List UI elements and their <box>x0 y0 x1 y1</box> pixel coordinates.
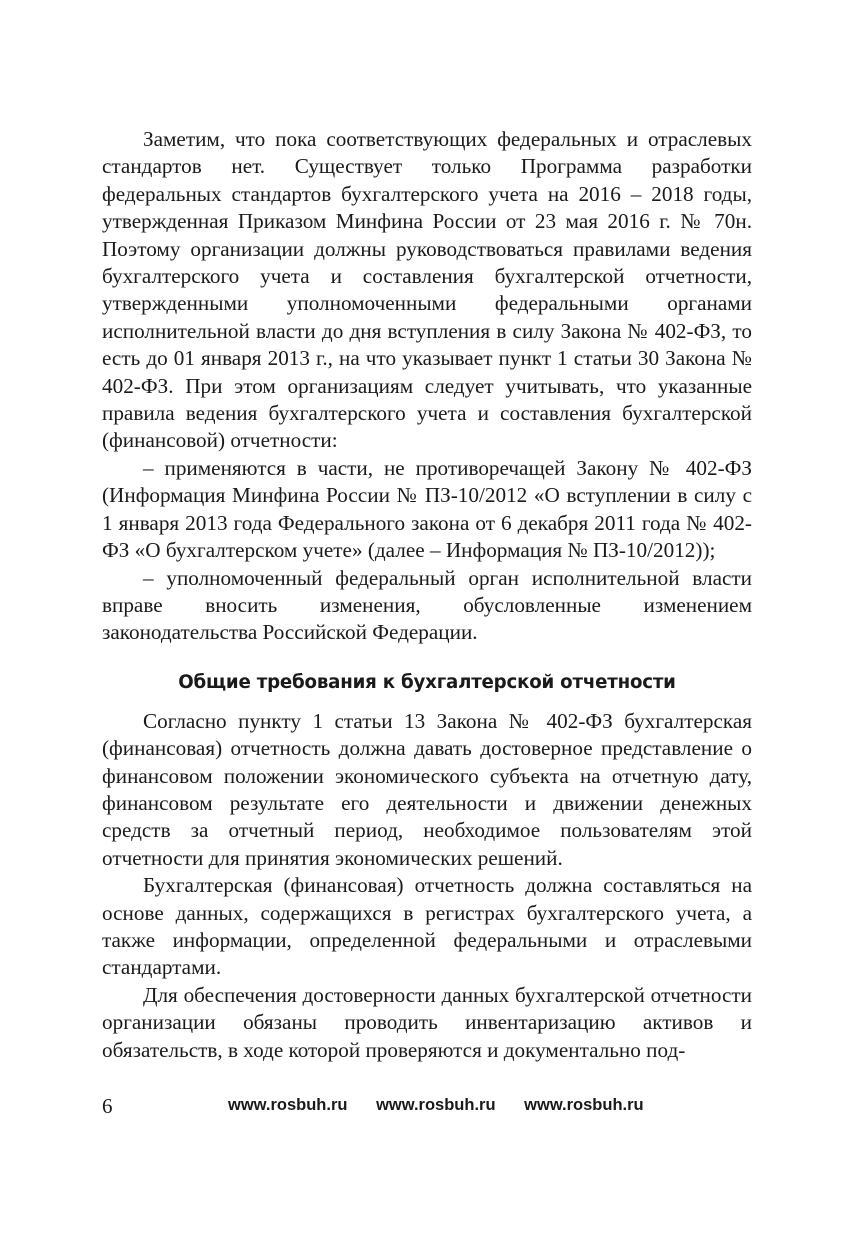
footer-link[interactable]: www.rosbuh.ru <box>376 1096 496 1114</box>
footer-link[interactable]: www.rosbuh.ru <box>524 1096 644 1114</box>
paragraph-inventory: Для обеспечения достоверности данных бухгалтерской отчетности организации обязаны проводить инвентаризацию активов и обязательств, в ходе которой проверяются и документально под- <box>102 982 752 1062</box>
page-number: 6 <box>102 1094 113 1118</box>
paragraph-list-item-1: – применяются в части, не противоречащей Закону № 402-ФЗ (Информация Минфина России № ПЗ-10/2012 «О вступлении в силу с 1 января 2013 года Федерального закона от 6 декабря 2011 года № 402-ФЗ «О бухгалтерском учете» (далее – Информация № ПЗ-10/2012)); <box>102 455 752 563</box>
page-body <box>102 126 752 1064</box>
section-heading: Общие требования к бухгалтерской отчетности <box>178 671 676 693</box>
paragraph-registers: Бухгалтерская (финансовая) отчетность должна составляться на основе данных, содержащихся в регистрах бухгалтерского учета, а также информации, определенной федеральными и отраслевыми стандартами. <box>102 873 752 980</box>
page-footer <box>102 1094 752 1122</box>
footer-link[interactable]: www.rosbuh.ru <box>228 1096 348 1114</box>
footer-links <box>228 1096 668 1115</box>
paragraph-list-item-2: – уполномоченный федеральный орган исполнительной власти вправе вносить изменения, обусловленные изменением законодательства Российской Федерации. <box>102 565 752 645</box>
paragraph-standards: Заметим, что пока соответствующих федеральных и отраслевых стандартов нет. Существует только Программа разработки федеральных стандартов бухгалтерского учета на 2016 – 2018 годы, утвержденная Приказом Минфина России от 23 мая 2016 г. № 70н. Поэтому организации должны руководствоваться правилами ведения бухгалтерского учета и составления бухгалтерской отчетности, утвержденными уполномоченными федеральными органами исполнительной власти до дня вступления в силу Закона № 402-ФЗ, то есть до 01 января 2013 г., на что указывает пункт 1 статьи 30 Закона № 402-ФЗ. При этом организациям следует учитывать, что указанные правила ведения бухгалтерского учета и составления бухгалтерской (финансовой) отчетности: <box>102 127 752 453</box>
paragraph-requirements: Согласно пункту 1 статьи 13 Закона № 402-ФЗ бухгалтерская (финансовая) отчетность должна давать достоверное представление о финансовом положении экономического субъекта на отчетную дату, финансовом результате его деятельности и движении денежных средств за отчетный период, необходимое пользователям этой отчетности для принятия экономических решений. <box>102 708 752 870</box>
